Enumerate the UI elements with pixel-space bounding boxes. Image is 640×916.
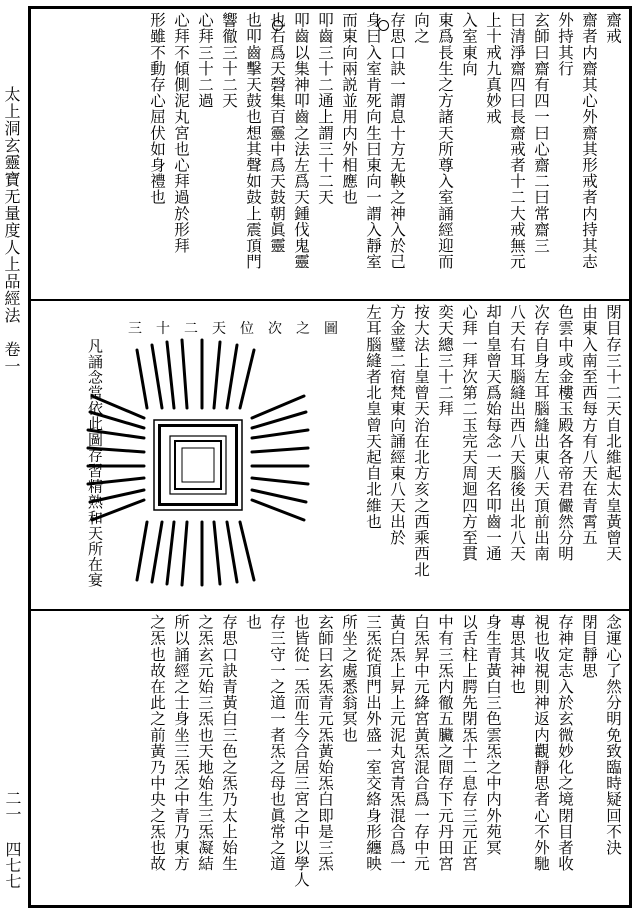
text-column: 叩齒三十二通上謂三十二天: [316, 12, 334, 206]
text-column: 叩齒以集神叩齒之法左爲天鍾伐鬼靈: [292, 12, 310, 270]
text-column: 心拜不傾側泥丸宮也心拜過於形拜: [172, 12, 190, 254]
text-column: 視也收視則神返内觀靜思者心不外馳: [532, 614, 550, 872]
text-column: 曰清淨齋四曰長齋戒者十二大戒無元: [508, 12, 526, 270]
panel-divider-bottom: [28, 609, 632, 611]
text-column: 閉目靜思: [580, 614, 598, 679]
text-column: 八天右耳腦縫出西八天腦後出北八天: [508, 304, 526, 562]
text-column: 所坐之處悉翁冥也: [340, 614, 358, 743]
text-column: 而東向兩説並用内外相應也: [340, 12, 358, 206]
margin-page-number: 二一 四七七: [3, 790, 22, 889]
top-panel: [34, 12, 626, 298]
text-column: 由東入南至西每方有八天在青霄五: [580, 304, 598, 546]
text-column: 入室東向: [460, 12, 478, 77]
text-column: 心拜三十二過: [196, 12, 214, 109]
text-column: 色雲中或金樓玉殿各各帝君儼然分明: [556, 304, 574, 562]
text-column: 閉目存三十二天自北維起太皇黃曾天: [604, 304, 622, 562]
diagram-caption: 凡誦念當依此圖存習精熟和天所在宴: [86, 338, 104, 588]
text-column: 之炁也故在此之前黃乃中央之炁也故: [148, 614, 166, 872]
margin-title: 太上洞玄靈寶无量度人上品經法 卷一: [2, 86, 21, 375]
text-column: 中有三炁内徹五臟之間存下元丹田宮: [436, 614, 454, 872]
text-column: 上十戒九真妙戒: [484, 12, 502, 125]
bottom-panel: [34, 614, 626, 904]
text-column: 也: [244, 614, 262, 631]
text-column: 向之: [412, 12, 430, 45]
text-column: 存三守一之道一者炁之母也眞常之道: [268, 614, 286, 872]
text-column: 外持其行: [556, 12, 574, 77]
text-column: 也皆從一炁而生今合居三宮之中以學人: [292, 614, 310, 888]
text-column: 身生青黃白三色雲炁之中内外苑冥: [484, 614, 502, 856]
text-column: 黃白炁上昇上元泥丸宮青炁混合爲一: [388, 614, 406, 872]
text-column: 按大法上皇曾天治在北方亥之西乘西北: [412, 304, 430, 578]
thirty-two-heavens-diagram: [82, 320, 312, 590]
text-column: 次存自身左耳腦縫出東八天頂前出南: [532, 304, 550, 562]
text-column: 東爲長生之方諸天所尊入室誦經迎而: [436, 12, 454, 270]
text-column: 所以誦經之士身坐三炁之中青乃東方: [172, 614, 190, 872]
middle-panel-columns: [330, 304, 626, 608]
text-column: 身曰入室肯死向生曰東向一謂入靜室: [364, 12, 382, 270]
text-column: 以舌柱上腭先閉炁十二息存三元正宮: [460, 614, 478, 872]
top-panel-columns: [34, 12, 626, 298]
text-column: 却自皇曾天爲始每念一天名叩齒一通: [484, 304, 502, 562]
text-column: 存思口訣一謂息十方无鞅之神入於己: [388, 12, 406, 270]
text-column: 也右爲天磬集百靈中爲天鼓朝眞靈: [268, 12, 286, 254]
text-column: 奕天總三十二拜: [436, 304, 454, 417]
text-column: 三炁從頂門出外盛一室交絡身形纏映: [364, 614, 382, 872]
text-column: 心拜一拜次第二玉完天周迴四方至貫: [460, 304, 478, 562]
text-column: 響徹三十二天: [220, 12, 238, 109]
text-column: 齋者内齋其心外齋其形戒者内持其志: [580, 12, 598, 270]
text-column: 白炁昇中元絳宮黃炁混合爲一存中元: [412, 614, 430, 872]
panel-divider-top: [28, 299, 632, 301]
text-column: 方金璧二宿梵東向誦經東八天出於: [388, 304, 406, 546]
section-circle-icon: [272, 20, 283, 31]
text-column: 齋戒: [604, 12, 622, 45]
text-column: 專思其神也: [508, 614, 526, 695]
text-column: 念運心了然分明免致臨時疑回不決: [604, 614, 622, 856]
text-column: 之炁玄元始三炁也天地始生三炁凝結: [196, 614, 214, 872]
text-column: 也叩齒擊天鼓也想其聲如鼓上震頂門: [244, 12, 262, 270]
text-column: 存思口訣青黃白三色之炁乃太上始生: [220, 614, 238, 872]
text-column: 左耳腦縫者北皇曾天起自北維也: [364, 304, 382, 530]
text-column: 形雖不動存心屈伏如身禮也: [148, 12, 166, 206]
text-column: 玄師曰齋有四一曰心齋二曰常齋三: [532, 12, 550, 254]
section-circle-icon: [378, 20, 389, 31]
text-column: 存神定志入於玄微妙化之境閉目者收: [556, 614, 574, 872]
diagram-title: 三十二天位次之圖: [128, 321, 352, 337]
bottom-panel-columns: [34, 614, 626, 904]
text-column: 玄師曰玄炁青元炁黃始炁白即是三炁: [316, 614, 334, 872]
